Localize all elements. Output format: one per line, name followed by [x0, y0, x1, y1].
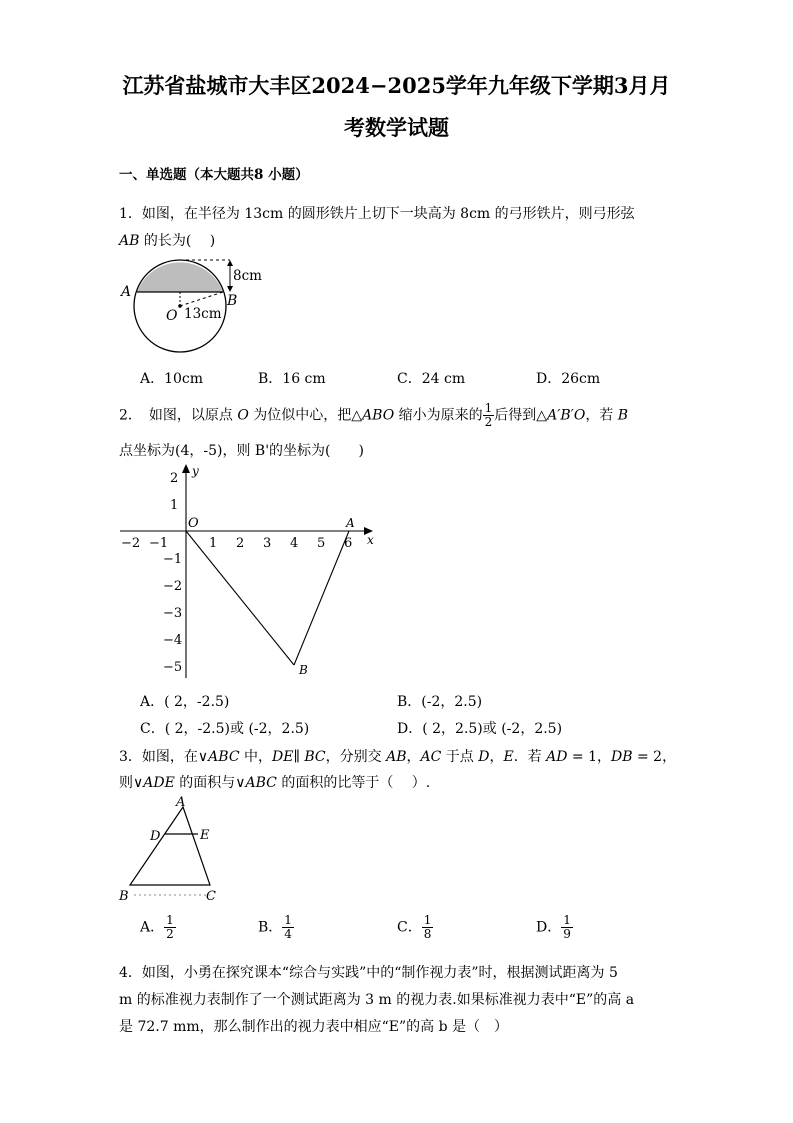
q3-label-b: B: [119, 889, 129, 904]
q3-label-e: E: [200, 828, 210, 843]
q2-y-tick-neg5: −5: [163, 660, 183, 675]
q1-option-a[interactable]: A．10cm: [140, 371, 204, 387]
q2-x-tick-neg1: −1: [149, 536, 169, 551]
q2-label-y: y: [192, 464, 199, 478]
q2-x-tick-1: 1: [209, 536, 218, 551]
q2-x-tick-3: 3: [263, 536, 272, 551]
q2-label-x: x: [367, 533, 374, 547]
q2-text-line-1: 2． 如图，以原点 O 为位似中心，把△ABO 缩小为原来的 $\frac{1}{2}$ 后得到△A′B′O，若 B: [119, 401, 629, 429]
q2-x-tick-4: 4: [290, 536, 299, 551]
q2-x-tick-6: 6: [344, 536, 353, 551]
q2-text-line-2: 点坐标为(4，-5)，则 B'的坐标为( ): [119, 443, 364, 459]
section-heading: 一、单选题（本大题共8 小题）: [119, 167, 309, 183]
q1-option-b[interactable]: B．16 cm: [258, 371, 326, 387]
q4-text-line-2: m 的标准视力表制作了一个测试距离为 3 m 的视力表.如果标准视力表中“E”的高 a: [119, 992, 635, 1008]
q2-side-ab: [294, 531, 349, 665]
q3-label-c: C: [206, 889, 216, 904]
q2-label-a: A: [346, 516, 355, 530]
q3-triangle-figure: [118, 795, 228, 907]
q2-option-d[interactable]: D．( 2，2.5)或 (-2，2.5): [397, 721, 563, 737]
q2-x-tick-2: 2: [236, 536, 245, 551]
q1-label-b: B: [227, 293, 238, 309]
q1-label-o: O: [166, 308, 178, 324]
q1-segment-shade: [137, 262, 223, 292]
q1-label-radius: 13cm: [184, 306, 222, 322]
q2-x-tick-5: 5: [317, 536, 326, 551]
q2-label-b: B: [299, 663, 308, 677]
q4-text-line-1: 4．如图，小勇在探究课本“综合与实践”中的“制作视力表”时，根据测试距离为 5: [119, 965, 618, 981]
q1-label-height: 8cm: [233, 268, 262, 284]
q2-label-o: O: [188, 516, 199, 531]
q2-y-tick-2: 2: [170, 471, 179, 486]
q3-option-c[interactable]: C． $\frac{1}{8}$: [397, 913, 432, 941]
q3-option-b[interactable]: B． $\frac{1}{4}$: [258, 913, 292, 941]
q3-triangle-abc: [130, 807, 210, 885]
q2-y-tick-neg4: −4: [163, 633, 183, 648]
q2-coordinate-figure: [118, 462, 380, 684]
q1-text-line-2: AB 的长为( ): [119, 233, 216, 249]
q3-text-line-1: 3．如图，在∨ABC 中，DE∥ BC，分别交 AB，AC 于点 D，E．若 AD = 1，DB = 2，: [119, 749, 677, 765]
q3-label-d: D: [150, 829, 161, 844]
q2-x-tick-neg2: −2: [121, 536, 141, 551]
q1-option-d[interactable]: D．26cm: [536, 371, 601, 387]
q2-y-tick-1: 1: [170, 498, 179, 513]
q2-y-tick-neg1: −1: [163, 552, 183, 567]
q2-fraction: $\frac{1}{2}$: [484, 401, 493, 429]
q2-y-tick-neg3: −3: [163, 606, 183, 621]
q4-text-line-3: 是 72.7 mm，那么制作出的视力表中相应“E”的高 b 是（ ）: [119, 1019, 509, 1035]
q3-option-a[interactable]: A． $\frac{1}{2}$: [140, 913, 174, 941]
q2-option-c[interactable]: C．( 2，-2.5)或 (-2，2.5): [140, 721, 310, 737]
q2-side-ob: [186, 531, 294, 665]
q3-text-line-2: 则∨ADE 的面积与∨ABC 的面积的比等于（ ）.: [119, 775, 431, 791]
q1-label-a: A: [121, 284, 132, 300]
q3-option-d[interactable]: D． $\frac{1}{9}$: [536, 913, 571, 941]
q2-y-tick-neg2: −2: [163, 579, 183, 594]
q2-option-b[interactable]: B．(-2，2.5): [397, 694, 483, 710]
page-title-line-2: 考数学试题: [344, 115, 449, 140]
q3-label-a: A: [176, 795, 186, 810]
q1-option-c[interactable]: C．24 cm: [397, 371, 466, 387]
q1-circle-figure: [118, 258, 278, 368]
q1-text-line-1: 1．如图，在半径为 13cm 的圆形铁片上切下一块高为 8cm 的弓形铁片，则弓形弦: [119, 206, 635, 222]
q1-radius-ob: [180, 292, 223, 306]
q2-option-a[interactable]: A．( 2，-2.5): [140, 694, 230, 710]
page-title-line-1: 江苏省盐城市大丰区2024−2025学年九年级下学期3月月: [122, 73, 671, 98]
